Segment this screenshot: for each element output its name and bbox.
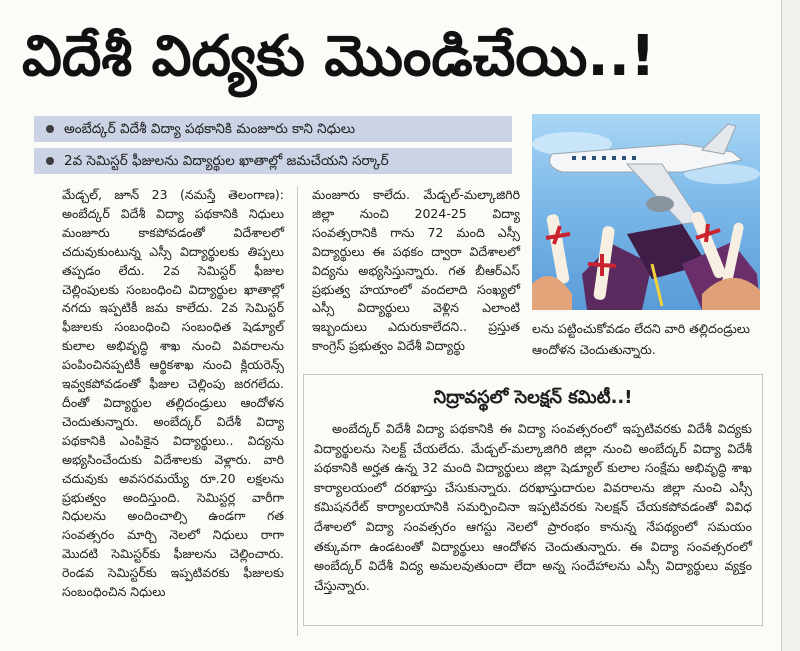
- adjacent-page-edge: [781, 0, 800, 651]
- bullet-dot-icon: [46, 125, 54, 133]
- headline: విదేశీ విద్యకు మొండిచేయి..!: [22, 24, 656, 89]
- article-continuation-text: లను పట్టించుకోవడం లేదని వారి తల్లిదండ్రులు ఆందోళన చెందుతున్నారు.: [532, 321, 750, 357]
- sidebar-box: [303, 374, 763, 626]
- bullet-item: [34, 148, 512, 174]
- airplane-graduation-photo: [532, 114, 760, 310]
- bullet-text: 2వ సెమిస్టర్ ఫీజులను విద్యార్థుల ఖాతాల్లో జమచేయని సర్కార్: [64, 153, 389, 169]
- sidebar-box-body: అంబేద్కర్ విదేశీ విద్యా పథకానికి ఈ విద్యా సంవత్సరంలో ఇప్పటివరకు విదేశీ విద్యకు విద్యార్థులను సెలక్ట్ చేయలేదు. మేడ్చల్-మల్కాజిగిరి జిల్లా నుంచి అంబేద్కర్ విద్యా విదేశీ పథకానికి అర్హత ఉన్న 32 మంది విద్యార్థులు జిల్లా షెడ్యూల్ కులాల సంక్షేమ అభివృద్ధి శాఖ కార్యాలయంలో దరఖాస్తు చేసుకున్నారు. దరఖాస్తుదారుల వివరాలను జిల్లా నుంచి ఎస్సీ కమిషనరేట్ కార్యాలయానికి సమర్పించినా ఇప్పటివరకు సెలక్షన్ చేయకపోవడంతో వివిధ దేశాలలో విద్యా సంవత్సరం ఆగస్టు నెలలో ప్రారంభం కానున్న నేపథ్యంలో సమయం తక్కువగా ఉండటంతో విద్యార్థులు ఆందోళన చెందుతున్నారు. ఈ విద్యా సంవత్సరంలో అంబేద్కర్ విదేశీ విద్య అమలవుతుందా లేదా అన్న సందేహాలను ఎస్సీ విద్యార్థులు వ్యక్తం చేస్తున్నారు.: [314, 421, 752, 593]
- article-column-2: మంజూరు కాలేదు. మేడ్చల్-మల్కాజిగిరి జిల్లా నుంచి 2024-25 విద్యా సంవత్సరానికి గాను 72 మంది ఎస్సీ విద్యార్థులు ఈ పథకం ద్వారా విదేశాలలో విద్యను అభ్యసిస్తున్నారు. గత బీఆర్ఎస్ ప్రభుత్వ హయాంలో వందలాది సంఖ్యలో ఎస్సీ విద్యార్థులు వెళ్లిన ఎలాంటి ఇబ్బందులు ఎదురుకాలేదని.. ప్రస్తుత కాంగ్రెస్ ప్రభుత్వం విదేశీ విద్యార్థు: [312, 187, 520, 354]
- bullet-text: అంబేద్కర్ విదేశీ విద్యా పథకానికి మంజూరు కాని నిధులు: [64, 121, 356, 137]
- sidebar-box-title: నిద్రావస్థలో సెలక్షన్ కమిటీ..!: [433, 387, 633, 408]
- column-divider: [297, 186, 298, 636]
- bullet-dot-icon: [46, 157, 54, 165]
- bullet-item: [34, 116, 512, 142]
- subheading-bullets: [34, 116, 512, 180]
- airplane-graduation-illustration: [532, 114, 760, 310]
- article-column-1: మేడ్చల్, జూన్ 23 (నమస్తే తెలంగాణ): అంబేద్కర్ విదేశీ విద్యా పథకానికి నిధులు మంజూరు కాకపోవడంతో విదేశాలలో చదువుకుంటున్న ఎస్సీ విద్యార్థులకు తిప్పలు తప్పడం లేదు. 2వ సెమిస్టర్ ఫీజుల చెల్లింపులకు సంబంధించి విద్యార్థుల ఖాతాల్లో నగదు ఇప్పటికీ జమ కాలేదు. 2వ సెమిస్టర్ ఫీజులకు సంబంధించి సంబంధిత షెడ్యూల్ కులాల అభివృద్ధి శాఖ నుంచి వివరాలను పంపించినప్పటికీ ఆర్థికశాఖ నుంచి క్లియరెన్స్ ఇవ్వకపోవడంతో ఫీజుల చెల్లింపు జరగలేదు. దీంతో విద్యార్థుల తల్లిదండ్రులు ఆందోళన చెందుతున్నారు. అంబేద్కర్ విదేశీ విద్యా పథకానికి ఎంపికైన విద్యార్థులు.. విద్యను అభ్యసించేందుకు విదేశాలకు వెళ్లారు. వారి చదువుకు అవసరమయ్యే రూ.20 లక్షలను ప్రభుత్వం అందిస్తుంది. సెమిస్టర్ల వారీగా నిధులను అందించాల్సి ఉండగా గత సంవత్సరం మార్చి నెలలో నిధులు రాగా మొదటి సెమిస్టర్‌కు ఫీజులను చెల్లించారు. రెండవ సెమిస్టర్‌కు ఇప్పటివరకు ఫీజులకు సంబంధించిన నిధులు: [62, 187, 284, 600]
